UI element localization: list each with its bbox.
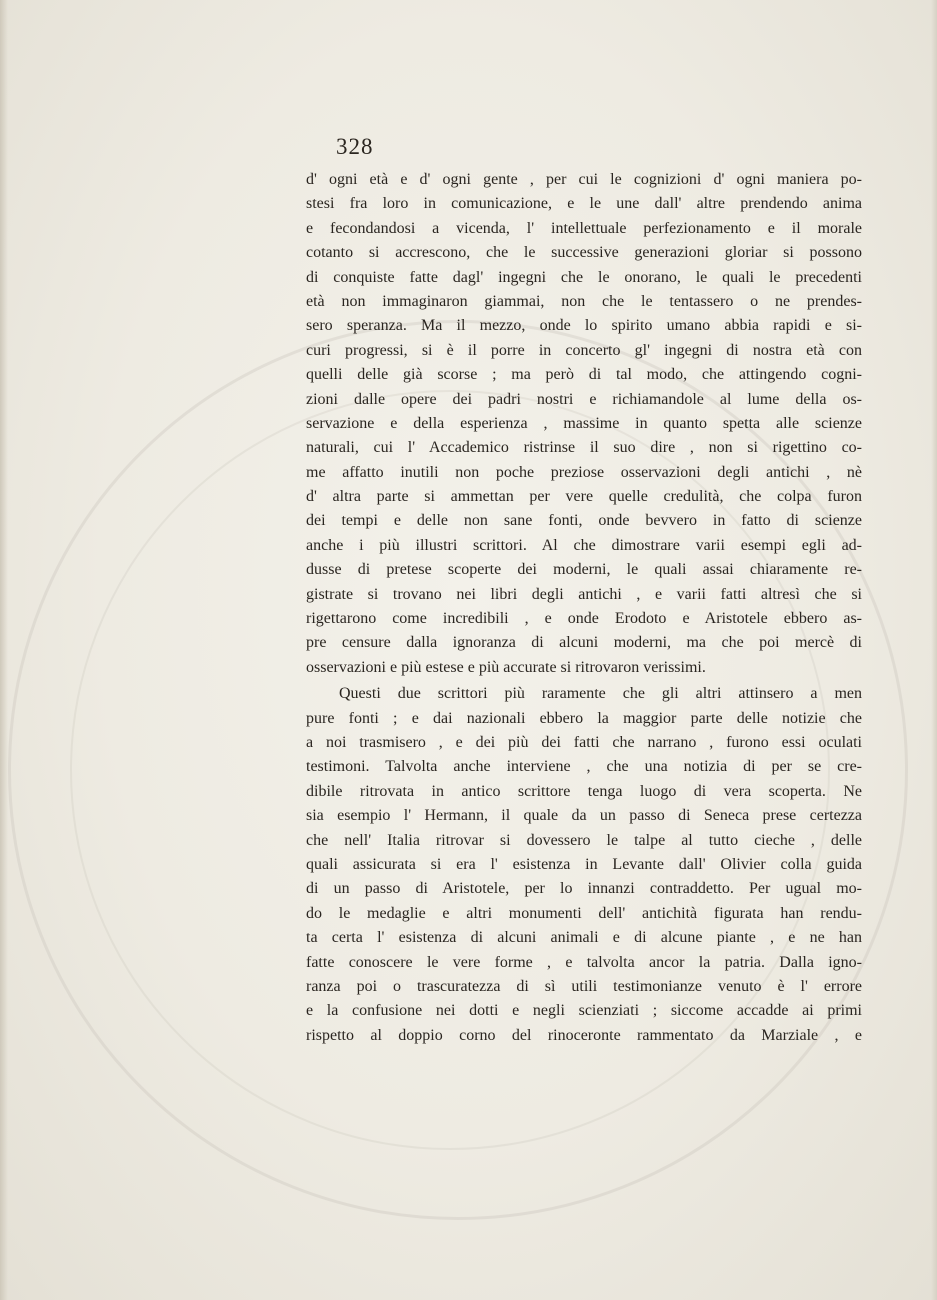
text-line: dusse di pretese scoperte dei moderni, le quali assai chiaramente re- bbox=[306, 561, 862, 579]
paragraph-2 bbox=[306, 682, 862, 1048]
text-line: zioni dalle opere dei padri nostri e richiamandole al lume della os- bbox=[306, 390, 862, 408]
text-line: testimoni. Talvolta anche interviene , che una notizia di per se cre- bbox=[306, 758, 862, 776]
text-line: quelli delle già scorse ; ma però di tal modo, che attingendo cogni- bbox=[306, 366, 862, 384]
text-line: rigettarono come incredibili , e onde Erodoto e Aristotele ebbero as- bbox=[306, 610, 862, 628]
text-line: ranza poi o trascuratezza di sì utili testimonianze venuto è l' errore bbox=[306, 977, 862, 995]
text-line: pure fonti ; e dai nazionali ebbero la maggior parte delle notizie che bbox=[306, 709, 862, 727]
text-line: che nell' Italia ritrovar si dovessero le talpe al tutto cieche , delle bbox=[306, 831, 862, 849]
text-line: e fecondandosi a vicenda, l' intellettuale perfezionamento e il morale bbox=[306, 219, 862, 237]
text-line: sia esempio l' Hermann, il quale da un passo di Seneca prese certezza bbox=[306, 807, 862, 825]
text-line: quali assicurata si era l' esistenza in Levante dall' Olivier colla guida bbox=[306, 855, 862, 873]
text-line: e la confusione nei dotti e negli scienziati ; siccome accadde ai primi bbox=[306, 1002, 862, 1020]
text-line: sero speranza. Ma il mezzo, onde lo spirito umano abbia rapidi e si- bbox=[306, 317, 862, 335]
text-line: curi progressi, si è il porre in concerto gl' ingegni di nostra età con bbox=[306, 341, 862, 359]
text-line: me affatto inutili non poche preziose osservazioni degli antichi , nè bbox=[306, 463, 862, 481]
text-line: di un passo di Aristotele, per lo innanzi contraddetto. Per ugual mo- bbox=[306, 880, 862, 898]
text-line: do le medaglie e altri monumenti dell' antichità figurata han rendu- bbox=[306, 904, 862, 922]
body-text bbox=[306, 168, 862, 1048]
paragraph-1 bbox=[306, 168, 862, 680]
text-line: rispetto al doppio corno del rinoceronte rammentato da Marziale , e bbox=[306, 1026, 862, 1044]
text-line: cotanto si accrescono, che le successive generazioni gloriar si possono bbox=[306, 244, 862, 262]
text-line: ta certa l' esistenza di alcuni animali e di alcune piante , e ne han bbox=[306, 929, 862, 947]
text-line: fatte conoscere le vere forme , e talvolta ancor la patria. Dalla igno- bbox=[306, 953, 862, 971]
text-line: d' ogni età e d' ogni gente , per cui le cognizioni d' ogni maniera po- bbox=[306, 171, 862, 188]
text-line: osservazioni e più estese e più accurate si ritrovaron verissimi. bbox=[306, 658, 706, 676]
page-right-edge-shadow bbox=[931, 0, 937, 1300]
text-line: pre censure dalla ignoranza di alcuni moderni, ma che poi mercè di bbox=[306, 634, 862, 652]
page-number: 328 bbox=[336, 134, 374, 159]
text-line: anche i più illustri scrittori. Al che dimostrare varii esempi egli ad- bbox=[306, 536, 862, 554]
text-line: stesi fra loro in comunicazione, e le une dall' altre prendendo anima bbox=[306, 195, 862, 213]
text-line: gistrate si trovano nei libri degli antichi , e varii fatti altresì che si bbox=[306, 585, 862, 603]
text-line: dibile ritrovata in antico scrittore tenga luogo di vera scoperta. Ne bbox=[306, 782, 862, 800]
text-line: servazione e della esperienza , massime in quanto spetta alle scienze bbox=[306, 414, 862, 432]
text-line: dei tempi e delle non sane fonti, onde bevvero in fatto di scienze bbox=[306, 512, 862, 530]
text-line: età non immaginaron giammai, non che le tentassero o ne prendes- bbox=[306, 292, 862, 310]
text-line: Questi due scrittori più raramente che gli altri attinsero a men bbox=[339, 685, 862, 703]
text-line: naturali, cui l' Accademico ristrinse il suo dire , non si rigettino co- bbox=[306, 439, 862, 457]
text-line: di conquiste fatte dagl' ingegni che le onorano, le quali le precedenti bbox=[306, 268, 862, 286]
page-left-edge-shadow bbox=[0, 0, 8, 1300]
text-line: d' altra parte si ammettan per vere quelle credulità, che colpa furon bbox=[306, 488, 862, 506]
text-line: a noi trasmisero , e dei più dei fatti che narrano , furono essi oculati bbox=[306, 733, 862, 751]
